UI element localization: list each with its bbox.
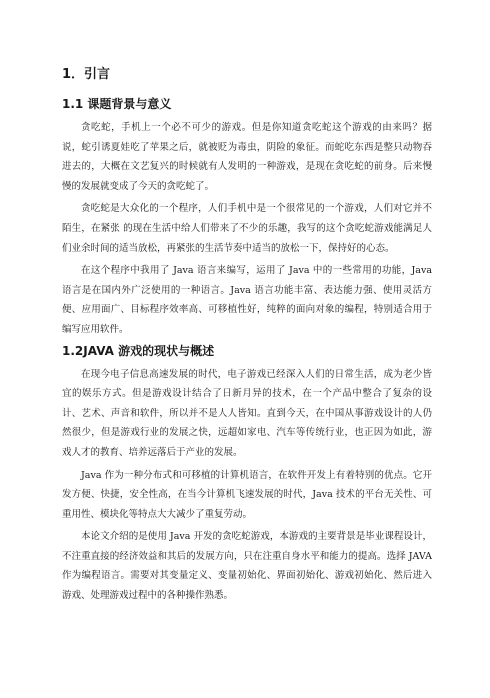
chapter-title: 1．引言 [62,67,111,82]
paragraph: 在现今电子信息高速发展的时代，电子游戏已经深入人们的日常生活，成为老少皆宜的娱乐方式。但是游戏设计结合了日新月异的技术，在一个产品中整合了复杂的设计、艺术、声音和软件，所以并不是人人皆知。直到今天，在中国从事游戏设计的人仍然很少，但是游戏行业的发展之快，远超如家电、汽车等传统行业，也正因为如此，游戏人才的教育、培养远落后于产业的发展。 [62,368,432,458]
paragraph: 本论文介绍的是使用 Java 开发的贪吃蛇游戏，本游戏的主要背景是毕业课程设计，不注重直接的经济效益和其后的发展方向，只在注重自身水平和能力的提高。选择 JAVA 作为编程语言。需要对其变量定义、变量初始化、界面初始化、游戏初始化、然后进入游戏、处理游戏过程中的各种操作熟悉。 [62,531,432,602]
paragraph: 在这个程序中我用了 Java 语言来编写，运用了 Java 中的一些常用的功能，Java 语言是在国内外广泛使用的一种语言。Java 语言功能丰富、表达能力强、使用灵活方便、应用面广、目标程序效率高、可移植性好，纯粹的面向对象的编程，特别适合用于编写应用软件。 [62,265,432,335]
paragraph: 贪吃蛇，手机上一个必不可少的游戏。但是你知道贪吃蛇这个游戏的由来吗？据说，蛇引诱夏娃吃了苹果之后，就被贬为毒虫，阴险的象征。而蛇吃东西是整只动物吞进去的，大概在文艺复兴的时候就有人发明的一种游戏，是现在贪吃蛇的前身。后来慢慢的发展就变成了今天的贪吃蛇了。 [62,122,432,192]
paragraph: Java 作为一种分布式和可移植的计算机语言，在软件开发上有着特别的优点。它开发方便、快捷，安全性高，在当今计算机飞速发展的时代，Java 技术的平台无关性、可重用性、模块化等特点大大减少了重复劳动。 [62,469,432,520]
section-title-status: 1.2JAVA 游戏的现状与概述 [62,343,215,358]
paragraph: 贪吃蛇是大众化的一个程序，人们手机中是一个很常见的一个游戏，人们对它并不陌生，在紧张 的现在生活中给人们带来了不少的乐趣，我写的这个贪吃蛇游戏能满足人们业余时间的适当放松，再紧张的生活节奏中适当的放松一下，保持好的心态。 [62,203,432,254]
section-title-background: 1.1 课题背景与意义 [62,97,172,111]
